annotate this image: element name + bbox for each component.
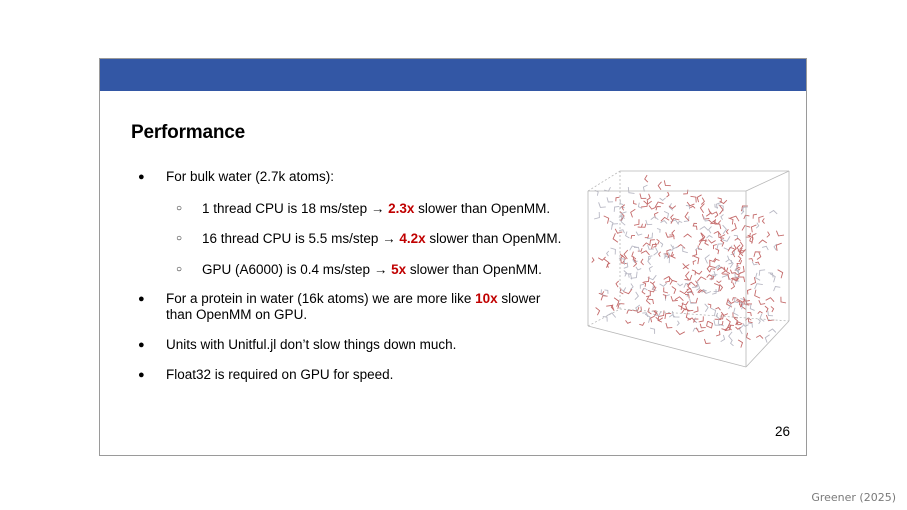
water-molecule	[639, 322, 644, 325]
water-molecule	[746, 333, 750, 340]
water-molecule	[636, 232, 642, 236]
bullet-text-post: slower than OpenMM.	[414, 201, 551, 216]
water-molecule	[729, 218, 734, 225]
water-box-visualization	[586, 169, 791, 369]
water-molecule	[636, 267, 641, 270]
water-molecule	[664, 287, 668, 293]
water-molecule	[731, 282, 735, 289]
water-molecule	[641, 251, 650, 255]
water-molecule	[641, 259, 644, 265]
water-molecule	[707, 236, 713, 239]
bullet-dot-icon: ●	[138, 369, 145, 381]
water-molecule	[606, 305, 614, 310]
water-molecule	[678, 306, 681, 311]
water-molecule	[683, 190, 688, 194]
water-molecule	[654, 247, 658, 255]
bullet-text-post: slower than OpenMM on GPU.	[166, 291, 541, 322]
water-molecule	[618, 304, 625, 309]
water-molecule	[660, 283, 667, 286]
water-molecule	[760, 314, 764, 322]
slide-header-bar	[100, 59, 806, 91]
water-molecule	[762, 246, 768, 250]
water-molecule	[720, 200, 727, 203]
water-molecule	[690, 206, 695, 208]
water-molecule	[660, 242, 663, 247]
water-molecule	[739, 325, 743, 334]
water-molecule	[748, 289, 752, 294]
bullet-highlight: 5x	[391, 262, 407, 277]
water-molecule	[748, 323, 752, 328]
water-molecule	[614, 298, 619, 307]
water-molecule	[647, 296, 651, 304]
water-molecule	[626, 320, 632, 323]
water-molecule	[767, 232, 770, 238]
water-molecule	[727, 268, 731, 274]
water-molecule	[592, 258, 594, 263]
bullet-circle-icon: ○	[176, 233, 183, 244]
water-molecule	[737, 245, 740, 251]
bullet-highlight: 10x	[475, 291, 498, 306]
bullet-text: Units with Unitful.jl don’t slow things down much.	[166, 337, 457, 352]
water-molecule	[739, 277, 745, 282]
water-molecule	[699, 316, 704, 322]
water-molecule	[715, 224, 721, 229]
water-molecule	[604, 216, 609, 224]
water-molecule	[744, 215, 750, 219]
bullet-highlight: 2.3x	[388, 201, 415, 216]
water-molecule	[771, 306, 774, 312]
water-molecule	[720, 205, 724, 214]
bullet-dot-icon: ●	[138, 171, 145, 183]
water-molecule	[721, 335, 725, 342]
water-molecule	[691, 196, 697, 202]
water-molecule	[778, 270, 783, 279]
water-molecule	[660, 198, 666, 201]
water-molecule	[648, 245, 654, 249]
water-molecule	[756, 223, 759, 229]
bullet-circle-icon: ○	[176, 203, 183, 214]
water-molecule	[709, 227, 712, 234]
water-molecule	[705, 304, 708, 312]
water-molecule	[756, 335, 763, 338]
water-molecule	[630, 246, 637, 250]
water-molecule	[726, 256, 729, 262]
water-molecule	[769, 329, 776, 332]
water-molecule	[664, 277, 673, 281]
water-molecule	[735, 281, 739, 284]
water-molecule	[747, 312, 751, 316]
water-molecule	[769, 211, 777, 214]
water-molecule	[601, 296, 608, 301]
water-molecule	[631, 209, 636, 217]
water-molecule	[610, 221, 613, 227]
water-molecule	[656, 317, 663, 320]
water-molecule	[663, 295, 666, 299]
bullet-text: Float32 is required on GPU for speed.	[166, 367, 394, 382]
water-molecule	[731, 340, 734, 346]
water-molecule	[723, 225, 727, 234]
water-molecule	[717, 281, 722, 283]
water-molecule	[750, 304, 754, 310]
water-molecule	[650, 328, 655, 334]
bullet-highlight: 4.2x	[399, 231, 426, 246]
water-molecule	[683, 267, 689, 269]
water-molecule	[666, 323, 672, 328]
water-molecule	[722, 236, 730, 241]
water-molecule	[635, 292, 639, 300]
slide	[99, 58, 807, 456]
water-molecule	[706, 209, 710, 217]
water-molecule	[614, 206, 619, 211]
water-molecule	[696, 271, 702, 274]
water-molecule	[616, 197, 620, 201]
water-molecule	[758, 319, 760, 324]
water-molecule	[687, 202, 694, 206]
water-molecule	[607, 313, 616, 318]
water-molecule	[705, 255, 710, 264]
water-molecule	[711, 275, 717, 281]
water-molecule	[659, 252, 661, 257]
water-molecule	[694, 318, 697, 323]
water-molecule	[649, 266, 652, 272]
water-molecule	[671, 245, 678, 249]
credit-text: Greener (2025)	[811, 491, 896, 504]
water-molecule	[651, 217, 659, 220]
water-molecule	[607, 251, 609, 256]
water-molecule	[759, 240, 767, 244]
bullet-text-post: slower than OpenMM.	[406, 262, 542, 277]
water-molecule	[640, 284, 644, 288]
water-molecule	[730, 325, 734, 328]
water-molecule	[676, 330, 685, 334]
water-molecule	[645, 314, 650, 323]
water-molecule	[638, 203, 642, 209]
water-molecule	[734, 308, 739, 316]
water-molecule	[751, 277, 756, 285]
water-molecule	[672, 311, 679, 317]
water-molecule	[664, 180, 671, 185]
water-molecule	[653, 243, 656, 248]
water-molecule	[696, 328, 704, 332]
water-molecule	[686, 206, 690, 210]
water-molecule	[631, 236, 635, 239]
water-molecule	[649, 206, 656, 210]
water-molecule	[755, 290, 760, 298]
water-molecule	[759, 300, 765, 304]
water-molecule	[611, 248, 616, 255]
water-molecule	[640, 194, 646, 199]
water-molecule	[647, 194, 651, 201]
bullet-text: For a protein in water (16k atoms) we are more like	[166, 291, 476, 306]
water-molecule	[650, 282, 655, 284]
water-molecule	[716, 331, 720, 336]
bullet-dot-icon: ●	[138, 293, 145, 305]
water-molecule	[776, 243, 781, 251]
water-molecule	[721, 215, 724, 220]
water-molecule	[693, 261, 696, 265]
water-molecule	[722, 326, 729, 330]
water-molecule	[676, 245, 685, 249]
water-molecule	[651, 316, 655, 322]
water-molecule	[755, 284, 763, 289]
slide-title: Performance	[131, 122, 245, 143]
water-molecule	[704, 339, 710, 344]
water-molecule	[726, 229, 728, 234]
water-molecule	[630, 284, 633, 290]
water-molecule	[667, 192, 670, 197]
water-molecule	[729, 332, 732, 341]
water-molecule	[697, 195, 701, 202]
water-molecule	[749, 259, 753, 262]
bullet-dot-icon: ●	[138, 339, 145, 351]
water-molecule	[613, 233, 618, 242]
water-molecule	[596, 308, 600, 316]
bullet-text: 16 thread CPU is 5.5 ms/step →	[202, 231, 400, 246]
bullet-circle-icon: ○	[176, 264, 183, 275]
water-molecule	[646, 292, 650, 297]
water-molecule	[620, 289, 623, 295]
water-molecule	[692, 250, 697, 257]
bullet-text: 1 thread CPU is 18 ms/step →	[202, 201, 389, 216]
water-molecule	[646, 220, 652, 225]
water-molecule	[700, 227, 709, 231]
water-molecule	[604, 187, 610, 191]
water-molecule	[766, 298, 774, 302]
water-molecule	[762, 218, 764, 223]
water-molecule	[781, 297, 786, 303]
water-molecule	[678, 284, 683, 286]
water-molecule	[686, 272, 690, 281]
water-molecule	[670, 280, 677, 284]
water-molecule	[765, 335, 769, 343]
water-molecule	[627, 310, 633, 314]
water-molecule	[683, 263, 690, 266]
water-molecule	[645, 235, 649, 238]
water-molecule	[757, 252, 761, 259]
water-molecule	[643, 243, 651, 247]
bullet-text-post: slower than OpenMM.	[425, 231, 562, 246]
water-molecule	[738, 340, 742, 348]
water-molecule	[620, 200, 623, 205]
water-molecule	[738, 256, 741, 262]
water-molecule	[632, 252, 636, 259]
water-molecule	[691, 298, 698, 303]
water-molecule	[692, 270, 696, 275]
water-molecule	[628, 187, 634, 193]
water-molecule	[672, 287, 676, 294]
water-molecule	[658, 182, 661, 190]
water-molecule	[751, 225, 756, 232]
water-molecule	[693, 226, 697, 230]
water-molecule	[634, 200, 637, 204]
water-molecule	[774, 287, 781, 292]
water-molecule	[776, 231, 784, 236]
water-molecule	[656, 207, 661, 211]
water-molecule	[607, 197, 613, 202]
water-molecule	[675, 297, 684, 301]
water-molecule	[645, 175, 648, 182]
water-molecule	[616, 281, 619, 287]
water-molecule	[626, 232, 630, 239]
water-molecule	[700, 204, 704, 213]
water-molecule	[700, 324, 706, 328]
water-molecule	[634, 219, 639, 225]
water-molecule	[680, 290, 689, 294]
water-molecule	[708, 240, 715, 244]
water-molecule	[714, 232, 721, 236]
water-molecule	[677, 321, 679, 326]
water-molecule	[697, 277, 706, 281]
water-molecule	[713, 245, 716, 250]
water-molecule	[758, 311, 763, 313]
water-molecule	[711, 308, 716, 316]
water-molecule	[753, 214, 757, 219]
water-molecule	[604, 290, 608, 294]
water-molecule	[715, 308, 720, 311]
water-molecule	[650, 240, 655, 245]
water-molecule	[657, 239, 660, 244]
water-molecule	[693, 256, 698, 264]
water-molecule	[599, 202, 606, 207]
water-molecule	[759, 270, 765, 276]
water-molecule	[684, 234, 692, 237]
water-molecule	[657, 229, 660, 233]
water-molecule	[705, 239, 709, 245]
water-molecule	[770, 274, 775, 283]
water-molecule	[615, 229, 622, 233]
water-molecule	[684, 216, 689, 221]
bullet-text: GPU (A6000) is 0.4 ms/step →	[202, 262, 392, 277]
bullet-text: For bulk water (2.7k atoms):	[166, 169, 335, 184]
water-molecule	[603, 316, 607, 321]
water-molecule	[594, 212, 599, 219]
water-molecule	[735, 238, 741, 241]
page-number: 26	[774, 424, 790, 439]
water-molecule	[715, 249, 719, 255]
water-molecule	[694, 307, 698, 313]
